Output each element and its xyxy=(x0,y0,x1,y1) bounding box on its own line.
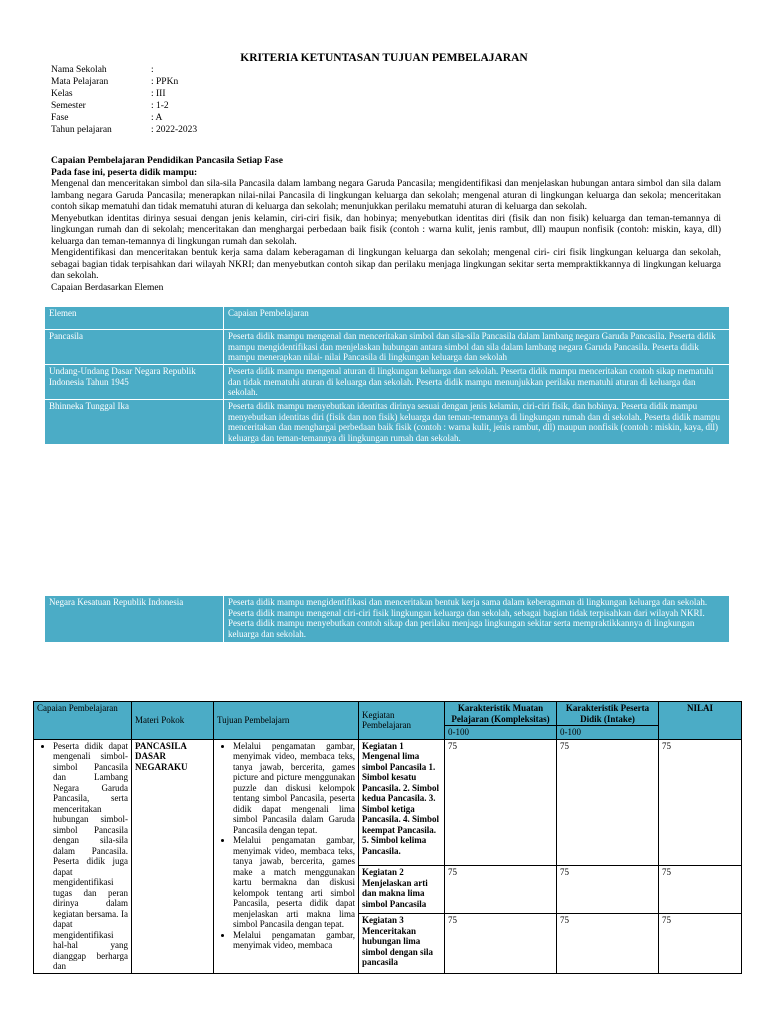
header-kegiatan: Kegiatan Pembelajaran xyxy=(359,702,445,740)
header-nilai: NILAI xyxy=(659,702,742,740)
table-row xyxy=(45,596,730,643)
elemen-cell: Bhinneka Tunggal Ika xyxy=(45,400,224,445)
header-materi: Materi Pokok xyxy=(132,702,214,740)
tujuan-item: • Melalui pengamatan gambar, menyimak video, membaca xyxy=(233,930,355,951)
capaian-fase-section xyxy=(51,156,721,294)
elemen-table xyxy=(44,306,730,445)
table-header-row xyxy=(45,307,730,330)
info-row: Fase : A xyxy=(51,113,163,123)
table-row xyxy=(45,400,730,445)
school-info xyxy=(51,64,197,136)
elemen-cell: Negara Kesatuan Republik Indonesia xyxy=(45,596,224,643)
capaian-cell: Peserta didik mampu mengenal aturan di lingkungan keluarga dan sekolah. Peserta didik mampu menceritakan contoh sikap mematuhi dan tidak mematuhi aturan di keluarga dan sekolah. Peserta didik mampu menunjukkan perilaku mematuhi aturan di keluarga dan sekolah. xyxy=(224,365,730,400)
tujuan-item: • Melalui pengamatan gambar, menyimak video, membaca teks, tanya jawab, bercerita, games make a match menggunakan kartu bermakna dan diskusi kelompok tentang arti simbol Pancasila, peserta didik dapat menjelaskan arti makna lima simbol Pancasila dengan tepat. xyxy=(233,835,355,930)
peserta-cell: 75 xyxy=(557,739,659,866)
tujuan-cell xyxy=(214,739,359,973)
header-karakteristik-muatan: Karakteristik Muatan Pelajaran (Kompleksitas) xyxy=(445,702,557,726)
section-subheading: Pada fase ini, peserta didik mampu: xyxy=(51,167,198,178)
elemen-cell: Undang-Undang Dasar Negara Republik Indonesia Tahun 1945 xyxy=(45,365,224,400)
materi-cell: PANCASILA DASAR NEGARAKU xyxy=(132,739,214,973)
header-capaian: Capaian Pembelajaran xyxy=(224,307,730,330)
nilai-cell: 75 xyxy=(659,914,742,973)
elemen-table-continued xyxy=(44,595,730,643)
table-row xyxy=(34,739,742,866)
muatan-cell: 75 xyxy=(445,866,557,914)
fase-paragraph: Capaian Berdasarkan Elemen xyxy=(51,282,164,293)
header-tujuan: Tujuan Pembelajarn xyxy=(214,702,359,740)
peserta-cell: 75 xyxy=(557,866,659,914)
kegiatan-cell: Kegiatan 2 Menjelaskan arti dan makna lima simbol Pancasila xyxy=(359,866,445,914)
header-capaian: Capaian Pembelajaran xyxy=(34,702,132,740)
peserta-cell: 75 xyxy=(557,914,659,973)
info-row: Nama Sekolah : xyxy=(51,65,154,75)
capaian-cell: • Peserta didik dapat mengenali simbol-simbol Pancasila dan Lambang Negara Garuda Pancasila, serta menceritakan hubungan simbol-simbol Pancasila dengan sila-sila dalam Pancasila. Peserta didik juga dapat mengidentifikasi tugas dan peran dirinya dalam kegiatan bersama. Ia dapat mengidentifikasi hal-hal yang dianggap berharga dan xyxy=(34,739,132,973)
capaian-cell: Peserta didik mampu mengenal dan menceritakan simbol dan sila-sila Pancasila dalam lambang negara Garuda Pancasila. Peserta didik mampu mengidentifikasi dan menjelaskan hubungan antara simbol dan sila dalam lambang negara Garuda Pancasila. Peserta didik mampu menerapkan nilai- nilai Pancasila di lingkungan keluarga dan sekolah xyxy=(224,330,730,365)
range-cell: 0-100 xyxy=(445,726,557,740)
header-karakteristik-peserta: Karakteristik Peserta Didik (Intake) xyxy=(557,702,659,726)
kktp-table xyxy=(33,701,742,974)
fase-paragraph: Mengidentifikasi dan menceritakan bentuk kerja sama dalam keberagaman di lingkungan keluarga dan sekolah; mengenal ciri- ciri fisik lingkungan keluarga dan sekolah, sebagai bagian tidak terpisahkan dari wilayah NKRI; dan menyebutkan contoh sikap dan perilaku menjaga lingkungan sekitar serta mempraktikkannya di lingkungan keluarga dan sekolah. xyxy=(51,248,721,281)
muatan-cell: 75 xyxy=(445,914,557,973)
muatan-cell: 75 xyxy=(445,739,557,866)
tujuan-item: • Melalui pengamatan gambar, menyimak video, membaca teks, tanya jawab, bercerita, games picture and picture menggunakan puzzle dan diskusi kelompok tentang simbol Pancasila, peserta didik dapat mengenali lima simbol Pancasila dalam Garuda Pancasila dengan tepat. xyxy=(233,741,355,836)
table-header-row xyxy=(34,702,742,726)
table-row xyxy=(45,330,730,365)
capaian-cell: Peserta didik mampu menyebutkan identitas dirinya sesuai dengan jenis kelamin, ciri-ciri fisik, dan hobinya. Peserta didik mampu menyebutkan identitas diri (fisik dan non fisik) keluarga dan teman-temannya di lingkungan rumah dan di sekolah. Peserta didik mampu menceritakan dan menghargai perbedaan baik fisik (contoh : warna kulit, jenis rambut, dll) maupun nonfisik (contoh : miskin, kaya, dll) keluarga dan teman-temannya di lingkungan rumah dan sekolah. xyxy=(224,400,730,445)
table-row xyxy=(45,365,730,400)
info-row: Tahun pelajaran : 2022-2023 xyxy=(51,125,198,135)
document-title: KRITERIA KETUNTASAN TUJUAN PEMBELAJARAN xyxy=(240,52,528,64)
capaian-cell: Peserta didik mampu mengidentifikasi dan menceritakan bentuk kerja sama dalam keberagaman di lingkungan keluarga dan sekolah. Peserta didik mampu mengenal ciri-ciri fisik lingkungan keluarga dan sekolah, sebagai bagian tidak terpisahkan dari wilayah NKRI. Peserta didik mampu menyebutkan contoh sikap dan perilaku menjaga lingkungan sekitar serta mempraktikkannya di lingkungan keluarga dan sekolah. xyxy=(224,596,730,643)
info-row: Kelas : III xyxy=(51,89,166,99)
fase-paragraph: Mengenal dan menceritakan simbol dan sila-sila Pancasila dalam lambang negara Garuda Pancasila; mengidentifikasi dan menjelaskan hubungan antara simbol dan sila dalam lambang negara Garuda Pancasila; menerapkan nilai-nilai Pancasila di lingkungan keluarga dan sekolah; mengenal aturan di lingkungan keluarga dan sekola; menceritakan contoh sikap mematuhi dan tidak mematuhi aturan di keluarga dan sekolah; menunjukkan perilaku mematuhi aturan di keluarga dan sekolah. xyxy=(51,179,721,212)
elemen-cell: Pancasila xyxy=(45,330,224,365)
range-cell: 0-100 xyxy=(557,726,659,740)
kegiatan-cell: Kegiatan 1 Mengenal lima simbol Pancasila 1. Simbol kesatu Pancasila. 2. Simbol kedua Pancasila. 3. Simbol ketiga Pancasila. 4. Simbol keempat Pancasila. 5. Simbol kelima Pancasila. xyxy=(359,739,445,866)
info-row: Mata Pelajaran : PPKn xyxy=(51,77,179,87)
header-elemen: Elemen xyxy=(45,307,224,330)
section-heading: Capaian Pembelajaran Pendidikan Pancasila Setiap Fase xyxy=(51,156,283,166)
info-row: Semester : 1-2 xyxy=(51,101,169,111)
fase-paragraph: Menyebutkan identitas dirinya sesuai dengan jenis kelamin, ciri-ciri fisik, dan hobinya; menyebutkan identitas diri (fisik dan non fisik) keluarga dan teman-temannya di lingkungan rumah dan di sekolah; menceritakan dan menghargai perbedaan baik fisik (contoh : warna kulit, jenis rambut, dll) maupun nonfisik (contoh: miskin, kaya, dll) keluarga dan teman-temannya di lingkungan rumah dan sekolah. xyxy=(51,213,721,247)
nilai-cell: 75 xyxy=(659,866,742,914)
kegiatan-cell: Kegiatan 3 Menceritakan hubungan lima simbol dengan sila pancasila xyxy=(359,914,445,973)
nilai-cell: 75 xyxy=(659,739,742,866)
